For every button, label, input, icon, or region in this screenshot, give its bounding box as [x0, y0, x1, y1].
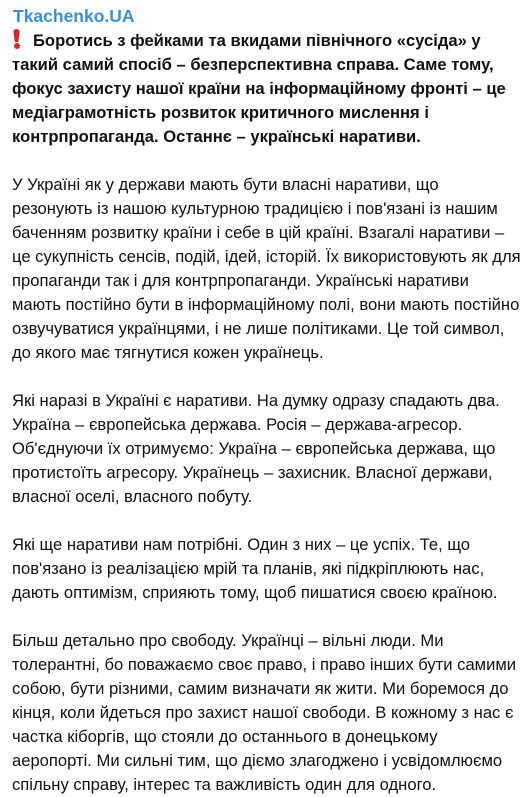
channel-name-link[interactable]: Tkachenko.UA: [13, 6, 135, 26]
exclamation-icon: [12, 29, 21, 49]
body-paragraph-4: Більш детально про свободу. Українці – вільні люди. Ми толерантні, бо поважаємо своє право, і право інших бути самими собою, бути різними, самим визначати як жити. Ми боремося до кінця, коли йдеться про захист нашої свободи. В кожному з нас є частка кіборгів, що стояли до останнього в донецькому аеропорті. Ми сильні тим, що діємо злагоджено і усвідомлюємо спільну справу, інтерес та важливість один для одного.: [12, 631, 517, 794]
body-paragraph-3: Які ще наративи нам потрібні. Один з них – це успіх. Те, що пов'язано із реалізацією мрій та планів, які підкріплюють нас, дають оптимізм, сприяють тому, щоб пишатися своєю країною.: [12, 535, 498, 602]
lead-paragraph: [12, 29, 522, 149]
lead-text: Боротись з фейками та вкидами північного «сусіда» у такий самий спосіб – безперспективна справа. Саме тому, фокус захисту нашої країни на інформаційному фронті – це медіаграмотність розвиток критичного мислення і контрпропаганда. Останнє – українські наративи.: [12, 31, 506, 146]
body-paragraph-2: Які наразі в Україні є наративи. На думку одразу спадають два. Україна – європейська держава. Росія – держава-агресор. Об'єднуючи їх отримуємо: Україна – європейська держава, що протистоїть агресору. Українець – захисник. Власної держави, власної оселі, власного побуту.: [12, 391, 500, 506]
message-post: [8, 4, 522, 797]
body-paragraph-1: У Україні як у держави мають бути власні наративи, що резонують із нашою культурною традицією і пов'язані із нашим баченням розвитку країни і себе в цій країні. Взагалі наративи – це сукупність сенсів, подій, ідей, історій. Їх використовують як для пропаганди так і для контрпропаганди. Українські наративи мають постійно бути в інформаційному полі, вони мають постійно озвучуватися українцями, і не лише політиками. Це той символ, до якого має тягнутися кожен українець.: [12, 175, 521, 362]
